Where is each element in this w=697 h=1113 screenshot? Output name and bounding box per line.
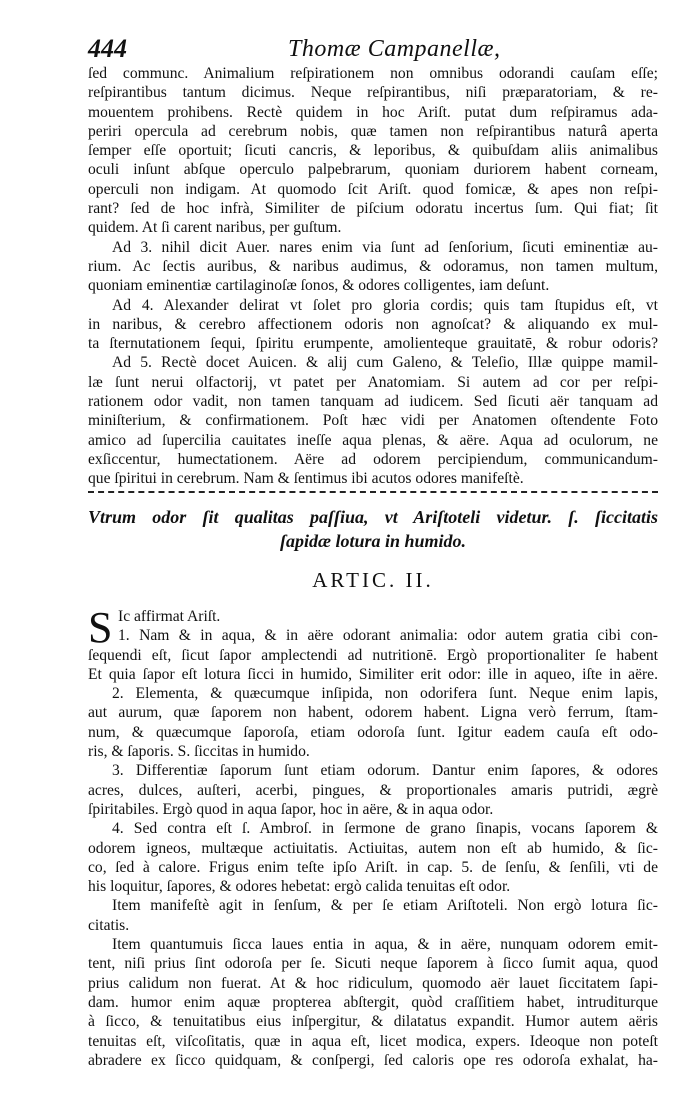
page-number: 444 bbox=[88, 34, 127, 63]
text-line: periri opercula ad cerebrum nobis, quæ tamen non reſpirantibus naturâ aperta bbox=[88, 122, 658, 140]
text-line: oculi inſunt abſque operculo palpebrarum, quoniam duriorem habent corneam, bbox=[88, 161, 658, 179]
text-line: Item manifeſtè agit in ſenſum, & per ſe etiam Ariſtoteli. Non ergò lotura ſic- bbox=[112, 897, 658, 915]
text-line: Ad 5. Rectè docet Auicen. & alij cum Galeno, & Teleſio, Illæ quippe mamil- bbox=[112, 354, 658, 372]
text-line: aut aurum, quæ ſaporem non habent, odorem habent. Ligna verò ferrum, ſtam- bbox=[88, 704, 658, 722]
section-divider bbox=[88, 491, 658, 493]
text-line: prius calidum non fuerat. At & hoc ridiculum, quomodo aër lauet ſiccitatem ſapi- bbox=[88, 974, 658, 992]
text-line: abradere ex ſicco quidquam, & conſpergi, ſed caloris ope res odoroſa exhalat, ha- bbox=[88, 1051, 658, 1069]
text-line: Ad 4. Alexander delirat vt ſolet pro gloria cordis; quis tam ſtupidus eſt, vt bbox=[112, 296, 658, 314]
text-line: amico ad ſupercilia cauitates ineſſe aqua plenas, & aëre. Aqua ad oculorum, ne bbox=[88, 431, 658, 449]
page-header bbox=[88, 34, 657, 64]
section-title-line: Vtrum odor ſit qualitas paſſiua, vt Ariſtoteli videtur. ſ. ſiccitatis bbox=[88, 507, 658, 527]
text-line: quidem. At ſi carent naribus, per guſtum. bbox=[88, 219, 342, 237]
text-line: ſemper eſſe oportuit; ſicuti cancris, & leporibus, & quibuſdam aliis animalibus bbox=[88, 142, 658, 160]
text-line: quoniam eminentiæ cartilaginoſæ ſonos, & odores colligentes, iam deſunt. bbox=[88, 277, 550, 295]
text-line: tenuitas eſt, viſcoſitatis, quæ in aqua eſt, licet modica, expers. Ideoque non poteſt bbox=[88, 1032, 658, 1050]
text-line: odorem igneos, multæque actiuitatis. Actiuitas, autem non eſt ab humido, & ſic- bbox=[88, 839, 658, 857]
text-line: Et quia ſapor eſt lotura ſicci in humido, Similiter erit odor: ille in aqueo, iſte in aëre. bbox=[88, 665, 658, 683]
text-line: mouentem prohibens. Rectè quidem in hoc Ariſt. putat dum reſpiramus ada- bbox=[88, 103, 658, 121]
text-line: ſed communc. Animalium reſpirationem non omnibus odorandi cauſam eſſe; bbox=[88, 65, 658, 82]
section-title-line: ſapidæ lotura in humido. bbox=[279, 531, 467, 551]
text-line: ſpiritabiles. Ergò quod in aqua ſapor, hoc in aëre, & in aqua odor. bbox=[88, 800, 494, 818]
text-line: tent, niſi prius ſint odoroſa per ſe. Sicuti neque ſaporem à ſicco ſumit aqua, quod bbox=[88, 955, 658, 973]
text-line: Ad 3. nihil dicit Auer. nares enim via ſunt ad ſenſorium, ſicuti eminentiæ au- bbox=[112, 238, 658, 256]
text-line: his loquitur, ſapores, & odores hebetat: ergò calida tenuitas eſt odor. bbox=[88, 878, 511, 896]
text-line: rationem odor vadit, non tamen tanquam ad iudicem. Sed ſicuti aër tanquam ad bbox=[88, 393, 658, 411]
text-line: miniſterium, & confirmationem. Poſt hæc vidi per Anatomen oſtendente Foto bbox=[88, 412, 658, 430]
text-line: reſpirantibus tantum dicimus. Neque reſpirantibus, niſi præparatoriam, & re- bbox=[88, 84, 658, 102]
text-line: Ic affirmat Ariſt. bbox=[118, 608, 221, 625]
section-title bbox=[88, 505, 658, 553]
text-line: acres, dulces, auſteri, acerbi, pingues, & proportionales amaris putridi, ægrè bbox=[88, 781, 658, 799]
text-line: à ſicco, & tenuitatibus eius inſpergitur, & dilatatus expandit. Humor autem aëris bbox=[88, 1013, 658, 1031]
text-line: læ ſunt nerui olfactorij, vt patet per Anatomiam. Si autem ad cor per reſpi- bbox=[88, 373, 658, 391]
text-line: 1. Nam & in aqua, & in aëre odorant animalia: odor autem gratia cibi con- bbox=[118, 627, 658, 645]
text-line: rium. Ac ſectis auribus, & naribus audimus, & odoramus, non tamen multum, bbox=[88, 257, 658, 275]
text-line: citatis. bbox=[88, 916, 130, 934]
text-line: 2. Elementa, & quæcumque inſipida, non odorifera ſunt. Neque enim lapis, bbox=[112, 685, 658, 703]
text-line: operculi non indigam. At quomodo ſcit Ariſt. quod fomicæ, & apes non reſpi- bbox=[88, 180, 658, 198]
text-line: dam. humor enim aquæ propterea abſtergit, quòd craſſitiem habet, intruditurque bbox=[88, 993, 658, 1011]
text-line: exſiccentur, humectationem. Aëre ad odorem percipiendum, communicandum- bbox=[88, 450, 658, 468]
text-line: num, & quæcumque ſaporoſa, etiam odoroſa ſunt. Igitur eadem cauſa eſt odo- bbox=[88, 723, 658, 741]
article-heading: ARTIC. II. bbox=[312, 568, 434, 592]
text-line: in naribus, & cerebro affectionem odoris non agnoſcat? & aliquando ex mul- bbox=[88, 315, 658, 333]
running-head: Thomæ Campanellæ, bbox=[288, 36, 501, 62]
article-body bbox=[88, 603, 658, 1070]
text-line: ta ſternutationem ſequi, ſpiritu erumpente, amolienteque grauitatē, & robur odoris? bbox=[88, 335, 658, 353]
text-line: 3. Differentiæ ſaporum ſunt etiam odorum. Dantur enim ſapores, & odores bbox=[112, 762, 658, 780]
continuation-text bbox=[88, 64, 658, 489]
text-line: que ſpiritui in cerebrum. Nam & ſentimus ibi acutos odores manifeſtè. bbox=[88, 470, 524, 488]
drop-cap: S bbox=[88, 603, 113, 652]
text-line: rant? ſed de hoc infrà, Similiter de piſcium odoratu incertus ſum. Qui fiat; ſit bbox=[88, 200, 658, 218]
text-line: ſequendi eſt, ſicut ſapor amplectendi ad nutritionē. Ergò proportionaliter ſe habent bbox=[88, 646, 658, 664]
text-line: co, ſed à calore. Frigus enim teſte ipſo Ariſt. in cap. 5. de ſenſu, & ſenſili, vti de bbox=[88, 858, 658, 876]
text-line: 4. Sed contra eſt ſ. Ambroſ. in ſermone de grano ſinapis, vocans ſaporem & bbox=[112, 820, 658, 838]
text-line: Item quantumuis ſicca laues entia in aqua, & in aëre, nunquam odorem emit- bbox=[112, 936, 658, 954]
text-line: ris, & ſaporis. S. ſiccitas in humido. bbox=[88, 743, 310, 761]
